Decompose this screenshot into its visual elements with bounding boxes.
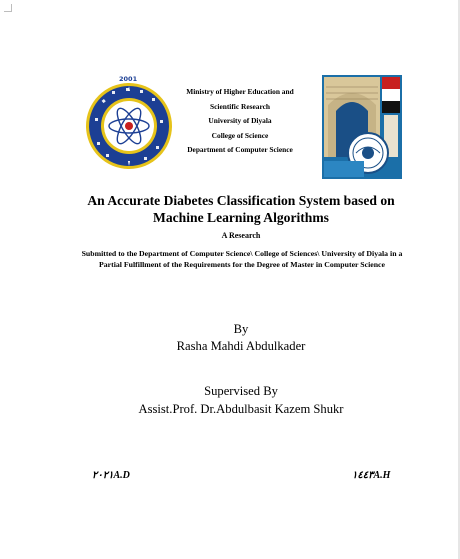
university-name: University of Diyala bbox=[208, 116, 272, 126]
college-logo bbox=[322, 75, 402, 179]
supervisor-name: Assist.Prof. Dr.Abdulbasit Kazem Shukr bbox=[138, 402, 344, 416]
thesis-title bbox=[60, 192, 422, 226]
university-logo bbox=[82, 80, 176, 172]
document-type: A Research bbox=[221, 231, 261, 240]
date-gregorian: ٢٠٢١A.D bbox=[92, 470, 130, 481]
title-line: Machine Learning Algorithms bbox=[153, 210, 329, 225]
ministry-line: Ministry of Higher Education and bbox=[186, 87, 294, 96]
logo-year: 2001 bbox=[119, 75, 138, 83]
college-name: College of Science bbox=[211, 130, 269, 140]
ministry-line: Scientific Research bbox=[210, 101, 270, 111]
title-line: An Accurate Diabetes Classification System based on bbox=[87, 193, 395, 208]
department-name: Department of Computer Science bbox=[187, 145, 293, 155]
author-name: Rasha Mahdi Abdulkader bbox=[176, 339, 306, 353]
supervised-by-label: Supervised By bbox=[204, 384, 278, 398]
ministry-header bbox=[170, 85, 310, 158]
date-hijri: ١٤٤٣A.H bbox=[352, 470, 391, 481]
page-margin-mark bbox=[4, 4, 12, 12]
by-label: By bbox=[233, 322, 249, 336]
submission-statement: Submitted to the Department of Computer Science\ College of Sciences\ University of Diyala in a Partial Fulfillment of the Requirements for the Degree of Master in Computer Science bbox=[81, 249, 403, 269]
